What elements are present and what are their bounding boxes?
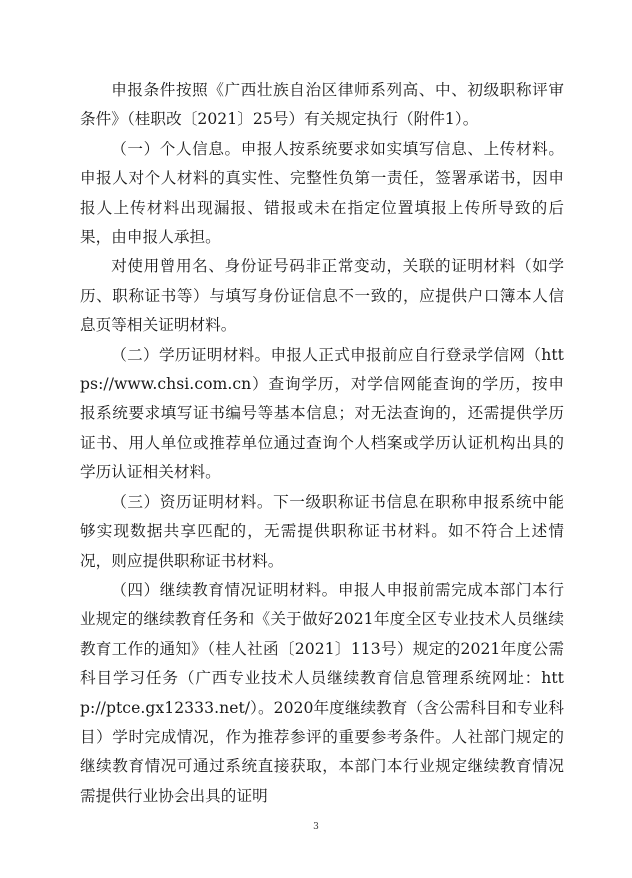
- paragraph-qualification-proof: （三）资历证明材料。下一级职称证书信息在职称申报系统中能够实现数据共享匹配的，无需提供职称证书材料。如不符合上述情况，则应提供职称证书材料。: [80, 492, 564, 570]
- paragraph-application-conditions: 申报条件按照《广西壮族自治区律师系列高、中、初级职称评审条件》（桂职改〔2021〕25号）有关规定执行（附件1）。: [80, 81, 564, 129]
- paragraph-name-id-change: 对使用曾用名、身份证号码非正常变动，关联的证明材料（如学历、职称证书等）与填写身份证信息不一致的，应提供户口簿本人信息页等相关证明材料。: [80, 257, 564, 335]
- paragraph-education-proof: （二）学历证明材料。申报人正式申报前应自行登录学信网（https://www.chsi.com.cn）查询学历，对学信网能查询的学历，按申报系统要求填写证书编号等基本信息；对无法查询的，还需提供学历证书、用人单位或推荐单位通过查询个人档案或学历认证机构出具的学历认证相关材料。: [80, 345, 564, 482]
- document-body: [80, 76, 564, 811]
- page-number: 3: [313, 822, 319, 832]
- paragraph-continuing-education: （四）继续教育情况证明材料。申报人申报前需完成本部门本行业规定的继续教育任务和《关于做好2021年度全区专业技术人员继续教育工作的通知》（桂人社函〔2021〕113号）规定的2021年度公需科目学习任务（广西专业技术人员继续教育信息管理系统网址：http://ptce.gx12333.net/）。2020年度继续教育（含公需科目和专业科目）学时完成情况，作为推荐参评的重要参考条件。人社部门规定的继续教育情况可通过系统直接获取，本部门本行业规定继续教育情况需提供行业协会出具的证明: [80, 580, 564, 805]
- paragraph-personal-information: （一）个人信息。申报人按系统要求如实填写信息、上传材料。申报人对个人材料的真实性、完整性负第一责任，签署承诺书，因申报人上传材料出现漏报、错报或未在指定位置填报上传所导致的后果，由申报人承担。: [80, 139, 564, 247]
